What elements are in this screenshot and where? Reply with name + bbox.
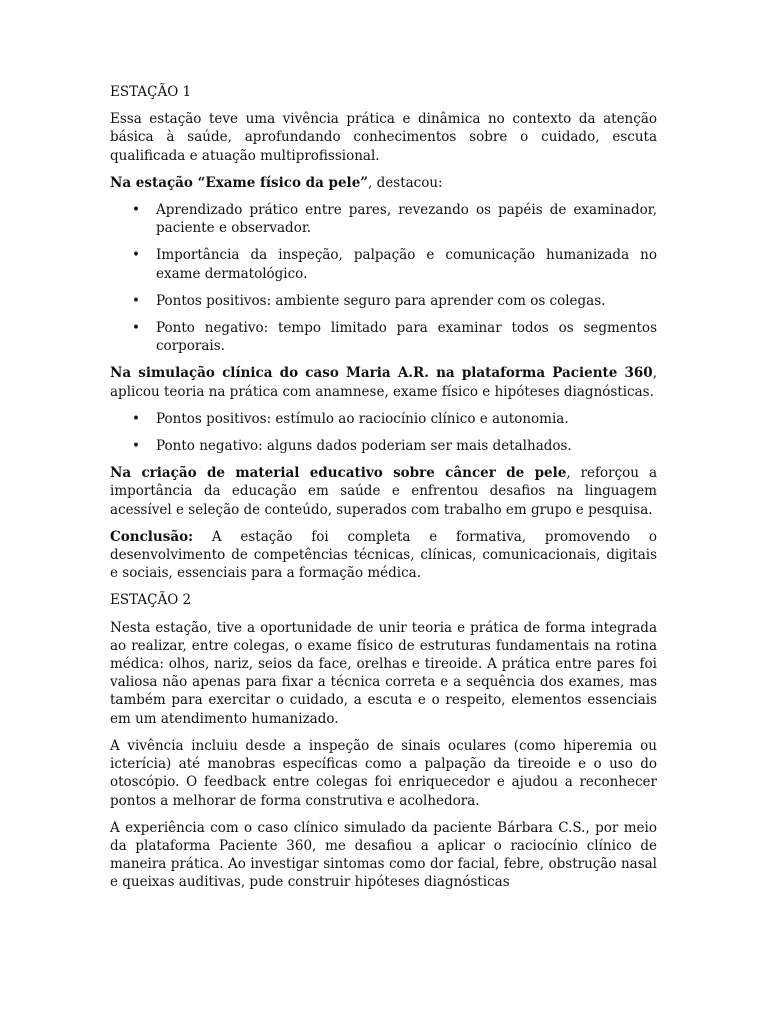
list-item: [110, 201, 657, 237]
list-item-text: Importância da inspeção, palpação e comunicação humanizada no exame dermatológico.: [156, 247, 657, 282]
list-item-text: Pontos positivos: ambiente seguro para aprender com os colegas.: [156, 292, 606, 309]
simulation-rest: , aplicou teoria na prática com anamnese, exame físico e hipóteses diagnósticas.: [110, 365, 657, 400]
skin-exam-rest: , destacou:: [368, 174, 443, 191]
conclusion-paragraph: [110, 528, 657, 583]
station-2-title: ESTAÇÃO 2: [110, 592, 192, 609]
conclusion-lead: Conclusão:: [110, 528, 194, 545]
list-item-text: Ponto negativo: tempo limitado para examinar todos os segmentos corporais.: [156, 320, 657, 355]
skin-exam-paragraph: [110, 174, 657, 192]
bullet-icon: •: [132, 320, 140, 337]
simulation-paragraph: [110, 364, 657, 400]
station-1-intro: Essa estação teve uma vivência prática e dinâmica no contexto da atenção básica à saúde, aprofundando conhecimentos sobre o cuidado, escuta qualificada e atuação multiprofissional.: [110, 111, 657, 164]
simulation-list: [110, 410, 657, 455]
simulation-lead: Na simulação clínica do caso Maria A.R. na plataforma Paciente 360: [110, 365, 653, 382]
educational-material-lead: Na criação de material educativo sobre câncer de pele: [110, 465, 567, 482]
station-1-title: ESTAÇÃO 1: [110, 84, 192, 100]
list-item-text: Ponto negativo: alguns dados poderiam ser mais detalhados.: [156, 438, 572, 455]
list-item-text: Pontos positivos: estímulo ao raciocínio clínico e autonomia.: [156, 410, 569, 427]
list-item: [110, 319, 657, 355]
document-page: [110, 83, 657, 901]
list-item: [110, 437, 657, 455]
bullet-icon: •: [132, 202, 140, 219]
skin-exam-lead: Na estação “Exame físico da pele”: [110, 174, 369, 191]
bullet-icon: •: [132, 410, 140, 427]
conclusion-rest: A estação foi completa e formativa, promovendo o desenvolvimento de competências técnicas, clínicas, comunicacionais, digitais e sociais, essenciais para a formação médica.: [110, 528, 657, 582]
station-2-paragraph-3: A experiência com o caso clínico simulado da paciente Bárbara C.S., por meio da plataforma Paciente 360, me desafiou a aplicar o raciocínio clínico de maneira prática. Ao investigar sintomas como dor facial, febre, obstrução nasal e queixas auditivas, pude construir hipóteses diagnósticas: [110, 819, 657, 891]
skin-exam-list: [110, 201, 657, 355]
list-item-text: Aprendizado prático entre pares, revezando os papéis de examinador, paciente e observador.: [156, 202, 657, 237]
list-item: [110, 246, 657, 282]
station-2-paragraph-2: A vivência incluiu desde a inspeção de sinais oculares (como hiperemia ou icterícia) até manobras específicas como a palpação da tireoide e o uso do otoscópio. O feedback entre colegas foi enriquecedor e ajudou a reconhecer pontos a melhorar de forma construtiva e acolhedora.: [110, 737, 657, 809]
educational-material-paragraph: [110, 464, 657, 519]
bullet-icon: •: [132, 247, 140, 264]
bullet-icon: •: [132, 292, 140, 309]
bullet-icon: •: [132, 438, 140, 455]
list-item: [110, 410, 657, 428]
educational-material-rest: , reforçou a importância da educação em saúde e enfrentou desafios na linguagem acessível e seleção de conteúdo, superados com trabalho em grupo e pesquisa.: [110, 465, 657, 518]
station-2-paragraph-1: Nesta estação, tive a oportunidade de unir teoria e prática de forma integrada ao realizar, entre colegas, o exame físico de estruturas fundamentais na rotina médica: olhos, nariz, seios da face, orelhas e tireoide. A prática entre pares foi valiosa não apenas para fixar a técnica correta e a sequência dos exames, mas também para exercitar o cuidado, a escuta e o respeito, elementos essenciais em um atendimento humanizado.: [110, 619, 657, 727]
list-item: [110, 292, 657, 310]
